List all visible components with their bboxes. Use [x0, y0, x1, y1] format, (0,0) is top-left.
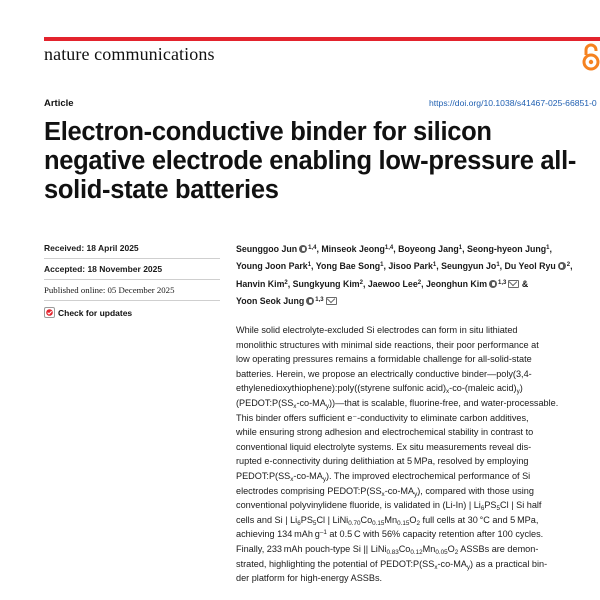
affiliation-marker: 1	[546, 245, 550, 251]
abstract-line: conventional liquid electrolyte systems. Ex situ measurements reveal dis-	[236, 441, 532, 452]
subscript: 5	[312, 519, 317, 527]
abstract-line	[236, 484, 600, 499]
check-for-updates-icon	[44, 307, 55, 318]
abstract-line: This binder offers sufficient e⁻-conductivity to eliminate carbon additives,	[236, 412, 529, 423]
affiliation-marker: 1	[458, 245, 463, 251]
subscript: x	[434, 563, 438, 571]
abstract-text: Mn	[422, 543, 436, 554]
separator: &	[519, 278, 529, 289]
abstract-text: -co-MA	[437, 558, 467, 569]
abstract-text: ASSBs are demon-	[458, 543, 539, 554]
author-list	[236, 240, 600, 309]
author-name[interactable]: Young Joon Park	[236, 261, 308, 272]
received-date: Received: 18 April 2025	[44, 243, 139, 253]
author-line	[236, 292, 600, 309]
abstract-line: monolithic structures with minimal side reactions, their poor performance at	[236, 339, 539, 350]
abstract-text: ))—that is scalable, fluorine-free, and water-processable.	[329, 397, 559, 408]
abstract-text: PEDOT:P(SS	[236, 470, 291, 481]
author-line	[236, 257, 600, 274]
article-type-label: Article	[44, 98, 74, 109]
check-for-updates-button[interactable]	[44, 307, 132, 318]
abstract-text: ), compared with those using	[417, 485, 534, 496]
abstract-text: -co-MA	[296, 397, 326, 408]
subscript: y	[325, 402, 330, 410]
abstract-text: O	[447, 543, 455, 554]
subscript: y	[322, 475, 326, 483]
abstract-line	[236, 396, 600, 411]
abstract-line: der platform for high-energy ASSBs.	[236, 573, 383, 584]
author-name[interactable]: , Seong-hyeon Jung	[462, 244, 547, 254]
separator: ,	[549, 244, 552, 254]
abstract-line	[236, 498, 600, 513]
article-title	[44, 118, 600, 205]
abstract-text: full cells at 30 °C and 5 MPa,	[420, 514, 539, 525]
abstract-text: PS	[300, 514, 313, 525]
affiliation-marker: 2	[284, 279, 288, 286]
affiliation-marker: 2	[566, 262, 571, 269]
abstract-text: Cl | Si half	[500, 500, 542, 511]
open-access-lock-icon	[582, 42, 600, 72]
abstract-text: conventional polyvinylidene fluoride, is validated in (Li-In) | Li	[236, 500, 481, 511]
affiliation-marker: 1	[432, 262, 437, 269]
subscript: y	[414, 490, 418, 498]
abstract-text: PS	[484, 500, 497, 511]
author-name[interactable]: , Sungkyung Kim	[287, 278, 360, 289]
subscript: 2	[416, 519, 420, 527]
affiliation-marker: 2	[359, 279, 363, 286]
author-name[interactable]: Yoon Seok Jung	[236, 295, 305, 306]
orcid-icon[interactable]	[489, 280, 497, 288]
abstract-text: -co-MA	[384, 485, 415, 496]
subscript: y	[516, 388, 520, 396]
abstract-line	[236, 542, 600, 557]
subscript: 2	[454, 548, 459, 556]
abstract-line	[236, 513, 600, 528]
subscript: 0.15	[372, 519, 385, 527]
abstract-text: ). The improved electrochemical performance of Si	[325, 470, 531, 481]
envelope-icon[interactable]	[326, 297, 337, 305]
author-name[interactable]: , Jaewoo Lee	[362, 278, 418, 289]
superscript: –1	[319, 529, 327, 537]
title-line: solid-state batteries	[44, 176, 279, 204]
abstract	[236, 323, 600, 586]
published-date: Published online: 05 December 2025	[44, 285, 175, 295]
abstract-text: ) as a practical bin-	[470, 558, 548, 569]
journal-name[interactable]: nature communications	[44, 44, 215, 64]
abstract-text: Cl | LiNi	[316, 514, 349, 525]
abstract-line	[236, 381, 600, 396]
divider	[44, 300, 220, 301]
author-name[interactable]: , Seungyun Jo	[436, 261, 497, 272]
affiliation-marker: 1	[496, 262, 500, 269]
abstract-text: cells and Si | Li	[236, 514, 298, 525]
abstract-text: ethylenedioxythiophene):poly((styrene sulfonic acid)	[236, 383, 446, 394]
abstract-line	[236, 557, 600, 572]
subscript: x	[446, 388, 450, 396]
subscript: 6	[480, 505, 485, 513]
subscript: 0.15	[397, 519, 410, 527]
abstract-line	[236, 469, 600, 484]
subscript: 5	[496, 505, 501, 513]
doi-link[interactable]: https://doi.org/10.1038/s41467-025-66851-0	[429, 98, 597, 108]
abstract-text: Finally, 233 mAh pouch-type Si || LiNi	[236, 543, 387, 554]
affiliation-marker: 2	[417, 279, 422, 286]
title-line: negative electrode enabling low-pressure all-	[44, 147, 577, 175]
abstract-line: batteries. Herein, we propose an electrically conductive binder—poly(3,4-	[236, 368, 532, 379]
subscript: y	[466, 563, 471, 571]
orcid-icon[interactable]	[299, 245, 307, 253]
check-for-updates-label: Check for updates	[58, 307, 133, 318]
affiliation-marker: 1,4	[384, 245, 394, 251]
abstract-text: O	[409, 514, 417, 525]
author-name[interactable]: , Minseok Jeong	[316, 244, 385, 254]
author-name[interactable]: , Boyeong Jang	[393, 244, 459, 254]
accepted-date: Accepted: 18 November 2025	[44, 264, 163, 274]
author-name[interactable]: , Yong Bae Song	[311, 261, 381, 272]
abstract-text: Co	[360, 514, 373, 525]
abstract-text: )	[519, 383, 523, 394]
divider	[44, 258, 220, 259]
subscript: 0.12	[410, 548, 423, 556]
author-name[interactable]: Seunggoo Jun	[236, 244, 298, 254]
abstract-text: -co-MA	[293, 470, 323, 481]
abstract-text: achieving 134 mAh g	[236, 529, 320, 540]
abstract-text: at 0.5 C with 56% capacity retention after 100 cycles.	[326, 529, 544, 540]
abstract-line: rupted e-connectivity during delithiation at 5 MPa, resolved by employing	[236, 456, 529, 467]
abstract-line: low operating pressures remains a formidable challenge for all-solid-state	[236, 354, 532, 365]
author-name[interactable]: Hanvin Kim	[236, 278, 285, 289]
title-line: Electron-conductive binder for silicon	[44, 118, 492, 146]
author-name[interactable]: , Du Yeol Ryu	[499, 261, 556, 272]
orcid-icon[interactable]	[558, 262, 566, 270]
subscript: x	[290, 475, 294, 483]
envelope-icon[interactable]	[508, 280, 519, 288]
author-name[interactable]: , Jeonghun Kim	[421, 278, 488, 289]
divider	[44, 279, 220, 280]
abstract-text: -co-(maleic acid)	[449, 383, 517, 394]
subscript: x	[293, 402, 297, 410]
subscript: 0.05	[435, 548, 448, 556]
orcid-icon[interactable]	[306, 297, 314, 305]
subscript: 0.70	[348, 519, 361, 527]
abstract-line	[236, 527, 600, 542]
author-line	[236, 275, 600, 292]
subscript: 0.83	[386, 548, 399, 556]
affiliation-marker: 1	[380, 262, 384, 269]
abstract-text: Co	[398, 543, 411, 554]
affiliation-marker: 1,4	[308, 245, 317, 251]
author-name[interactable]: , Jisoo Park	[383, 261, 433, 272]
affiliation-marker: 1,3	[498, 279, 507, 286]
affiliation-marker: 1	[307, 262, 312, 269]
subscript: x	[381, 490, 385, 498]
abstract-text: electrodes comprising PEDOT:P(SS	[236, 485, 382, 496]
separator: ,	[570, 261, 573, 272]
subscript: 6	[297, 519, 301, 527]
abstract-line: While solid electrolyte-excluded Si electrodes can form in situ lithiated	[236, 325, 518, 335]
author-line	[236, 240, 600, 257]
abstract-text: (PEDOT:P(SS	[236, 397, 294, 408]
abstract-text: strated, highlighting the potential of PEDOT:P(SS	[236, 558, 435, 569]
header-rule	[44, 37, 600, 41]
abstract-text: Mn	[384, 514, 398, 525]
abstract-line: while ensuring strong adhesion and electrochemical stability in contrast to	[236, 427, 534, 438]
affiliation-marker: 1,3	[315, 296, 324, 303]
